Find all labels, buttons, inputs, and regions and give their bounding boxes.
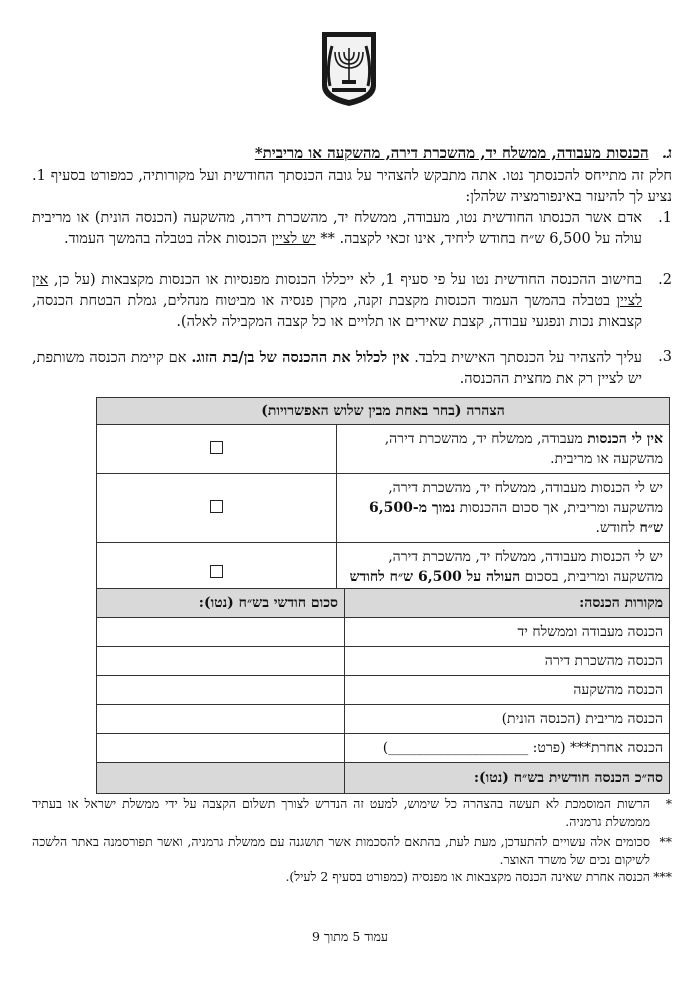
income-source-label: הכנסה מעבודה וממשלח יד — [345, 618, 670, 647]
footnote-mark: * — [665, 796, 672, 811]
item-number: 2. — [658, 272, 672, 288]
income-amount-field[interactable] — [97, 676, 345, 705]
footnote-text: סכומים אלה עשויים להתעדכן, מעת לעת, בהתאם להסכמות אשר תושגנה עם ממשלת גרמניה, ואשר תפורסמנה באתר הלשכה לשיקום נכים של משרד האוצר. — [32, 834, 650, 867]
income-source-label: הכנסה מריבית (הכנסה הונית) — [345, 705, 670, 734]
footnote — [32, 795, 672, 831]
declaration-option-2: יש לי הכנסות מעבודה, ממשלח יד, מהשכרת דירה, מהשקעה ומריבית, אך סכום ההכנסות נמוך מ-6,500 ש״ח לחודש. — [337, 474, 670, 543]
section-letter: ג. — [661, 144, 672, 162]
table-row — [97, 618, 670, 647]
income-amount-field[interactable] — [97, 734, 345, 763]
option-1-checkbox[interactable] — [210, 441, 223, 454]
state-emblem-icon — [318, 28, 380, 108]
declaration-table — [96, 397, 670, 605]
total-row — [97, 763, 670, 794]
income-amount-header: סכום חודשי בש״ח (נטו): — [97, 589, 345, 618]
table-row — [97, 705, 670, 734]
item-number: 1. — [658, 210, 672, 226]
table-row — [97, 676, 670, 705]
table-row — [97, 647, 670, 676]
section-title-text: הכנסות מעבודה, ממשלח יד, מהשכרת דירה, מהשקעה או מריבית* — [254, 144, 649, 162]
list-item: 2. בחישוב ההכנסה החודשית נטו על פי סעיף 1, לא ייכללו הכנסות מפנסיות או הכנסות מקצבאות (על כן, אין לציין בטבלה בהמשך העמוד הכנסות מקצבת זקנה, מקרן פנסיה או מביטוח מנהלים, גמלת הבטחת הכנסה, קצבאות נכות ונפגעי עבודה, קצבת שאירים או תלויים או כל קצבה המקבילה לאלה). — [32, 272, 672, 330]
income-table — [96, 588, 670, 794]
table-row — [97, 734, 670, 763]
footnote-text: הרשות המוסמכת לא תעשה בהצהרה כל שימוש, למעט זה הנדרש לצורך תשלום הקצבה על ידי ממשלת ישראל או בעתיד מממשלת גרמניה. — [32, 796, 650, 829]
list-item: 3. עליך להצהיר על הכנסתך האישית בלבד. אין לכלול את ההכנסה של בן/בת הזוג. אם קיימת הכנסה משותפת, יש לציין רק את מחצית ההכנסה. — [32, 349, 672, 387]
page-number: עמוד 5 מתוך 9 — [312, 929, 388, 944]
footnote — [32, 868, 672, 886]
option-3-checkbox[interactable] — [210, 565, 223, 578]
total-label: סה״כ הכנסה חודשית בש״ח (נטו): — [345, 763, 670, 794]
section-title — [32, 144, 672, 163]
income-source-header: מקורות הכנסה: — [345, 589, 670, 618]
total-amount-field[interactable] — [97, 763, 345, 794]
item-number: 3. — [658, 349, 672, 365]
footnote-mark: *** — [653, 869, 672, 884]
declaration-option-3: יש לי הכנסות מעבודה, ממשלח יד, מהשכרת דירה, מהשקעה ומריבית, בסכום העולה על 6,500 ש״ח לחודש — [337, 543, 670, 605]
income-amount-field[interactable] — [97, 618, 345, 647]
income-source-label: הכנסה מהשכרת דירה — [345, 647, 670, 676]
footnote-text: הכנסה אחרת שאינה הכנסה מקצבאות או מפנסיה (כמפורט בסעיף 2 לעיל). — [285, 869, 650, 884]
intro-paragraph: חלק זה מתייחס להכנסתך נטו. אתה מתבקש להצהיר על גובה הכנסתך החודשית ועל מקורותיה, כמפורט בסעיף 1. נציע לך להיעזר באינפורמציה שלהלן: — [32, 168, 672, 205]
footnote — [32, 833, 672, 869]
option-2-checkbox[interactable] — [210, 500, 223, 513]
declaration-option-1: אין לי הכנסות מעבודה, ממשלח יד, מהשכרת דירה, מהשקעה או מריבית. — [337, 425, 670, 474]
declaration-header: הצהרה (בחר באחת מבין שלוש האפשרויות) — [97, 398, 670, 425]
income-source-label: הכנסה אחרת*** (פרט: ____________________) — [345, 734, 670, 763]
income-amount-field[interactable] — [97, 705, 345, 734]
income-amount-field[interactable] — [97, 647, 345, 676]
list-item: 1. אדם אשר הכנסתו החודשית נטו, מעבודה, ממשלח יד, מהשכרת דירה, מהשקעה (הכנסה הונית) או מריבית עולה על 6,500 ש״ח בחודש ליחיד, אינו זכאי לקצבה. ** יש לציין הכנסות אלה בטבלה בהמשך העמוד. — [32, 210, 672, 247]
income-source-label: הכנסה מהשקעה — [345, 676, 670, 705]
footnote-mark: ** — [659, 834, 672, 849]
